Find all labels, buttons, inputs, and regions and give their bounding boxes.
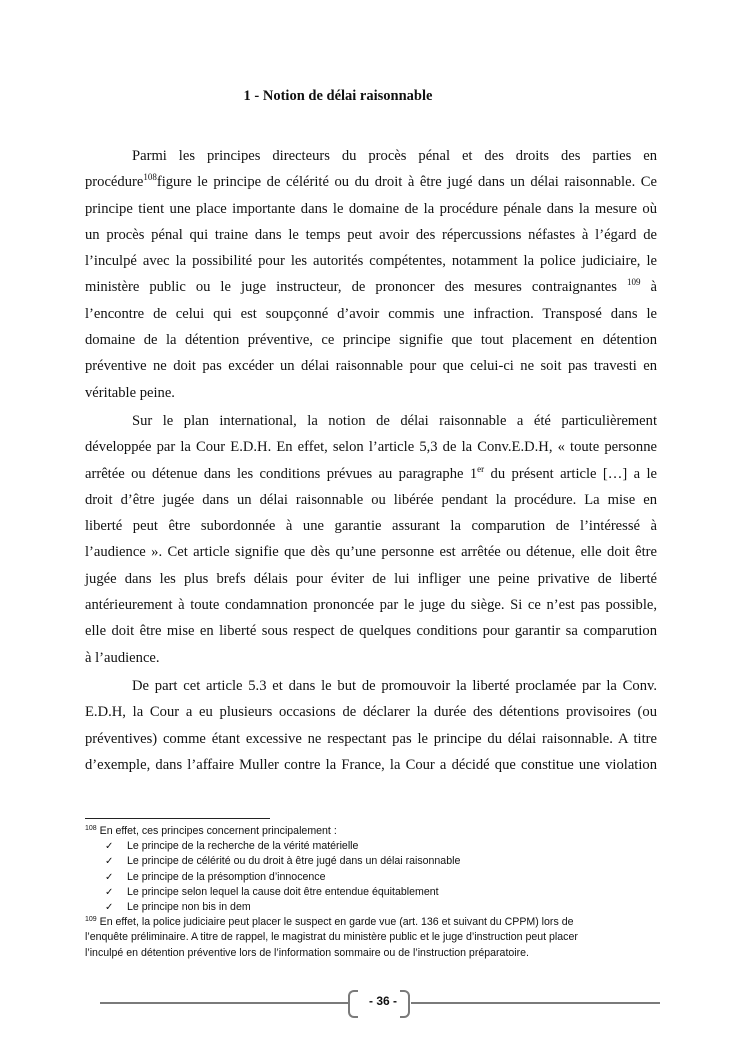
footer-line-left (100, 1002, 348, 1004)
text-line: domaine de la détention préventive, ce principe signifie que tout placement en détention (85, 332, 657, 349)
footnote-number: 109 (85, 916, 97, 924)
footnote-line: l’inculpé en détention préventive lors de l’information sommaire ou de l’instruction préparatoire. (85, 946, 529, 959)
page-footer (100, 990, 660, 1016)
page-number: - 36 - (368, 994, 397, 1008)
check-mark-icon: ✓ (105, 902, 114, 914)
footnote-108 (85, 824, 665, 839)
list-item-text: Le principe de la présomption d’innocence (127, 870, 326, 883)
text-line: l’inculpé avec la possibilité pour les autorités compétentes, notamment la police judiciaire, le (85, 253, 657, 270)
footnotes (85, 824, 665, 961)
footnote-line: En effet, la police judiciaire peut placer le suspect en garde vue (art. 136 et suivant du CPPM) lors de (99, 916, 574, 929)
list-item (85, 885, 665, 900)
text-line: préventives) comme étant excessive ne respectant pas le principe du délai raisonnable. A titre (85, 730, 657, 747)
text-line: droit d’être jugée dans un délai raisonnable ou libérée pendant la procédure. La mise en (85, 491, 657, 508)
text-line: développée par la Cour E.D.H. En effet, selon l’article 5,3 de la Conv.E.D.H, « toute personne (85, 439, 657, 456)
footnote-text: En effet, ces principes concernent principalement : (99, 825, 337, 837)
text-line: procédure$^{108}$figure le principe de célérité ou du droit à être jugé dans un délai raisonnable. Ce (85, 172, 657, 191)
list-item-text: Le principe de la recherche de la vérité matérielle (127, 840, 359, 853)
footnote-reference[interactable]: 108 (143, 172, 157, 183)
bracket-left (348, 990, 358, 1018)
paragraph (85, 675, 657, 780)
paragraph (85, 145, 657, 408)
bracket-right (400, 990, 410, 1018)
text-line: un procès pénal qui traine dans le temps peut avoir des répercussions néfastes à l’égard de (85, 226, 657, 243)
text-line: elle doit être mise en liberté sous respect de quelques conditions pour garantir sa comparution (85, 623, 657, 640)
list-item (85, 854, 665, 869)
check-mark-icon: ✓ (105, 841, 114, 853)
footnote-reference[interactable]: 109 (626, 277, 641, 288)
text-line: d’exemple, dans l’affaire Muller contre la France, la Cour a décidé que constitue une violation (85, 756, 657, 773)
list-item-text: Le principe de célérité ou du droit à être jugé dans un délai raisonnable (127, 855, 461, 868)
section-title (0, 88, 744, 105)
footnote-bullet-list (85, 839, 665, 915)
check-mark-icon: ✓ (105, 856, 114, 868)
footnote-number: 108 (85, 825, 97, 832)
text-line: De part cet article 5.3 et dans le but de promouvoir la liberté proclamée par la Conv. (132, 677, 657, 694)
text-line: jugée dans les plus brefs délais pour éviter de lui infliger une peine privative de liberté (85, 570, 657, 587)
text-line: principe tient une place importante dans le domaine de la procédure pénale dans la mesure où (85, 200, 657, 217)
list-item (85, 870, 665, 885)
text-line: Sur le plan international, la notion de délai raisonnable a été particulièrement (132, 412, 657, 429)
text-line: véritable peine. (85, 384, 175, 401)
footnote-line: l’enquête préliminaire. A titre de rappel, le magistrat du ministère public et le juge d’instruction peut placer (85, 931, 578, 944)
text-line: E.D.H, la Cour a eu plusieurs occasions de déclarer la durée des détentions provisoires (ou (85, 704, 657, 721)
text-line: antérieurement à toute condamnation prononcée par le juge du siège. Si ce n’est pas possible, (85, 597, 657, 614)
text-line: l’encontre de celui qui est soupçonné d’avoir commis une infraction. Transposé dans le (85, 305, 657, 322)
body-text (85, 145, 657, 782)
text-line: Parmi les principes directeurs du procès pénal et des droits des parties en (132, 148, 657, 164)
list-item (85, 839, 665, 854)
text-line: préventive ne doit pas excéder un délai raisonnable pour que celui-ci ne soit pas travesti en (85, 358, 657, 375)
text-line: l’audience ». Cet article signifie que dès qu’une personne est arrêtée ou détenue, elle doit être (85, 544, 657, 561)
section-title-text: 1 - Notion de délai raisonnable (243, 88, 433, 104)
footer-line-right (411, 1002, 660, 1004)
footnote-separator (85, 818, 270, 819)
paragraph (85, 410, 657, 673)
text-line: ministère public ou le juge instructeur, de prononcer des mesures contraignantes $^{109}$ à (85, 277, 657, 296)
list-item-text: Le principe selon lequel la cause doit être entendue équitablement (127, 885, 439, 898)
footnote-109 (85, 915, 665, 961)
list-item (85, 900, 665, 915)
check-mark-icon: ✓ (105, 886, 114, 898)
text-line: arrêtée ou détenue dans les conditions prévues au paragraphe 1er du présent article […] a le (85, 463, 658, 482)
text-line: liberté peut être subordonnée à une garantie assurant la comparution de l’intéressé à (85, 518, 657, 535)
footnote-reference[interactable]: er (477, 463, 485, 474)
list-item-text: Le principe non bis in dem (127, 901, 251, 914)
text-line: à l’audience. (85, 649, 160, 666)
check-mark-icon: ✓ (105, 871, 114, 883)
